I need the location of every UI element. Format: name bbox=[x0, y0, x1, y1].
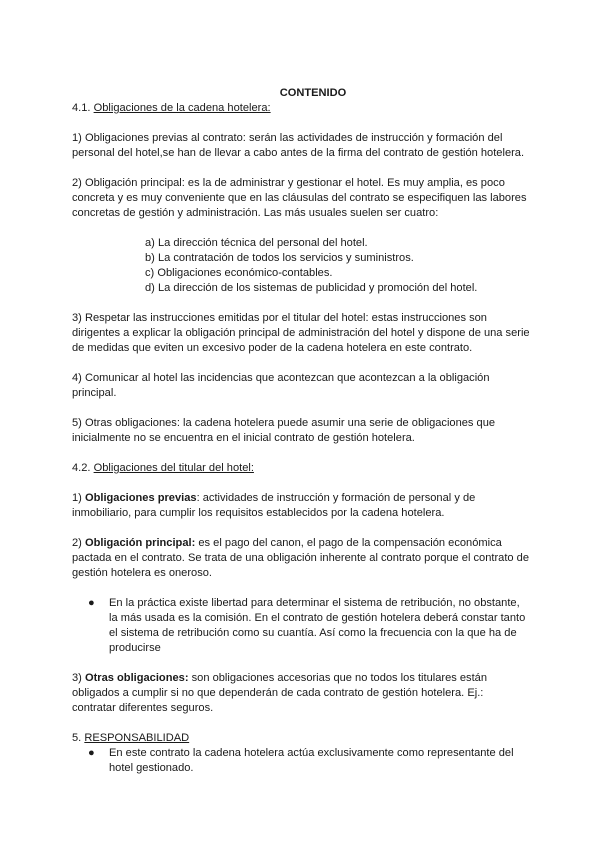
page-title: CONTENIDO bbox=[279, 87, 347, 99]
bold-term: Otras obligaciones: bbox=[84, 672, 189, 684]
bullet-text: En la práctica existe libertad para determinar el sistema de retribución, no obstante, la más usada es la comisión. En el contrato de gestión hotelera deberá constar tanto el sistema de retribución como su cuantía. Así como la frecuencia con la que ha de producirse bbox=[109, 597, 526, 654]
list-item: d) La dirección de los sistemas de publicidad y promoción del hotel. bbox=[145, 282, 478, 294]
bullet-text: En este contrato la cadena hotelera actúa exclusivamente como representante del hotel gestionado. bbox=[109, 747, 514, 774]
section-number: 4.2. bbox=[72, 462, 94, 474]
paragraph-4-1-1: 1) Obligaciones previas al contrato: serán las actividades de instrucción y formación del personal del hotel,se han de llevar a cabo antes de la firma del contrato de gestión hotelera. bbox=[72, 132, 525, 159]
lettered-list bbox=[72, 236, 530, 296]
bullet-icon: ● bbox=[88, 597, 95, 609]
paragraph-4-1-2: 2) Obligación principal: es la de administrar y gestionar el hotel. Es muy amplia, es poco concreta y es muy conveniente que en las cláusulas del contrato se especifiquen las labores concretas de gestión y administración. Las más usuales suelen ser cuatro: bbox=[72, 177, 527, 219]
paragraph-4-1-4: 4) Comunicar al hotel las incidencias que acontezcan que acontezcan a la obligación principal. bbox=[72, 372, 490, 399]
list-item: c) Obligaciones económico-contables. bbox=[145, 267, 333, 279]
list-item: b) La contratación de todos los servicios y suministros. bbox=[145, 252, 414, 264]
item-number: 1) bbox=[72, 492, 85, 504]
bold-term: Obligaciones previas bbox=[84, 492, 197, 504]
section-title: RESPONSABILIDAD bbox=[84, 732, 190, 744]
paragraph-4-1-5: 5) Otras obligaciones: la cadena hotelera puede asumir una serie de obligaciones que inicialmente no se encuentra en el inicial contrato de gestión hotelera. bbox=[72, 417, 496, 444]
section-4-2-heading bbox=[72, 461, 530, 476]
section-number: 5. bbox=[72, 732, 85, 744]
paragraph-4-2-2 bbox=[72, 536, 530, 581]
list-item: a) La dirección técnica del personal del hotel. bbox=[145, 237, 368, 249]
paragraph-text: es el pago del canon, el pago de la compensación económica pactada en el contrato. Se trata de una obligación inherente al contrato porque el contrato de gestión hotelera es oneroso. bbox=[72, 537, 530, 579]
section-title: Obligaciones de la cadena hotelera: bbox=[93, 102, 271, 114]
bullet-icon: ● bbox=[88, 747, 95, 759]
paragraph-4-1-3: 3) Respetar las instrucciones emitidas por el titular del hotel: estas instrucciones son dirigentes a explicar la obligación principal de administración del hotel y dispone de una serie de medidas que eviten un excesivo poder de la cadena hotelera en este contrato. bbox=[72, 312, 530, 354]
item-number: 3) bbox=[72, 672, 85, 684]
document-page bbox=[72, 86, 530, 776]
bold-term: Obligación principal: bbox=[84, 537, 196, 549]
paragraph-4-2-1 bbox=[72, 491, 530, 521]
section-title: Obligaciones del titular del hotel: bbox=[93, 462, 254, 474]
section-5-heading bbox=[72, 731, 530, 746]
paragraph-text: : actividades de instrucción y formación de personal y de inmobiliario, para cumplir los requisitos establecidos por la cadena hotelera. bbox=[72, 492, 476, 519]
bullet-item bbox=[72, 746, 530, 776]
section-4-1-heading bbox=[72, 101, 530, 116]
paragraph-4-2-3 bbox=[72, 671, 530, 716]
section-number: 4.1. bbox=[72, 102, 94, 114]
item-number: 2) bbox=[72, 537, 85, 549]
bullet-item bbox=[72, 596, 530, 656]
paragraph-text: son obligaciones accesorias que no todos los titulares están obligados a cumplir si no que dependerán de cada contrato de gestión hotelera. Ej.: contratar diferentes seguros. bbox=[72, 672, 488, 714]
